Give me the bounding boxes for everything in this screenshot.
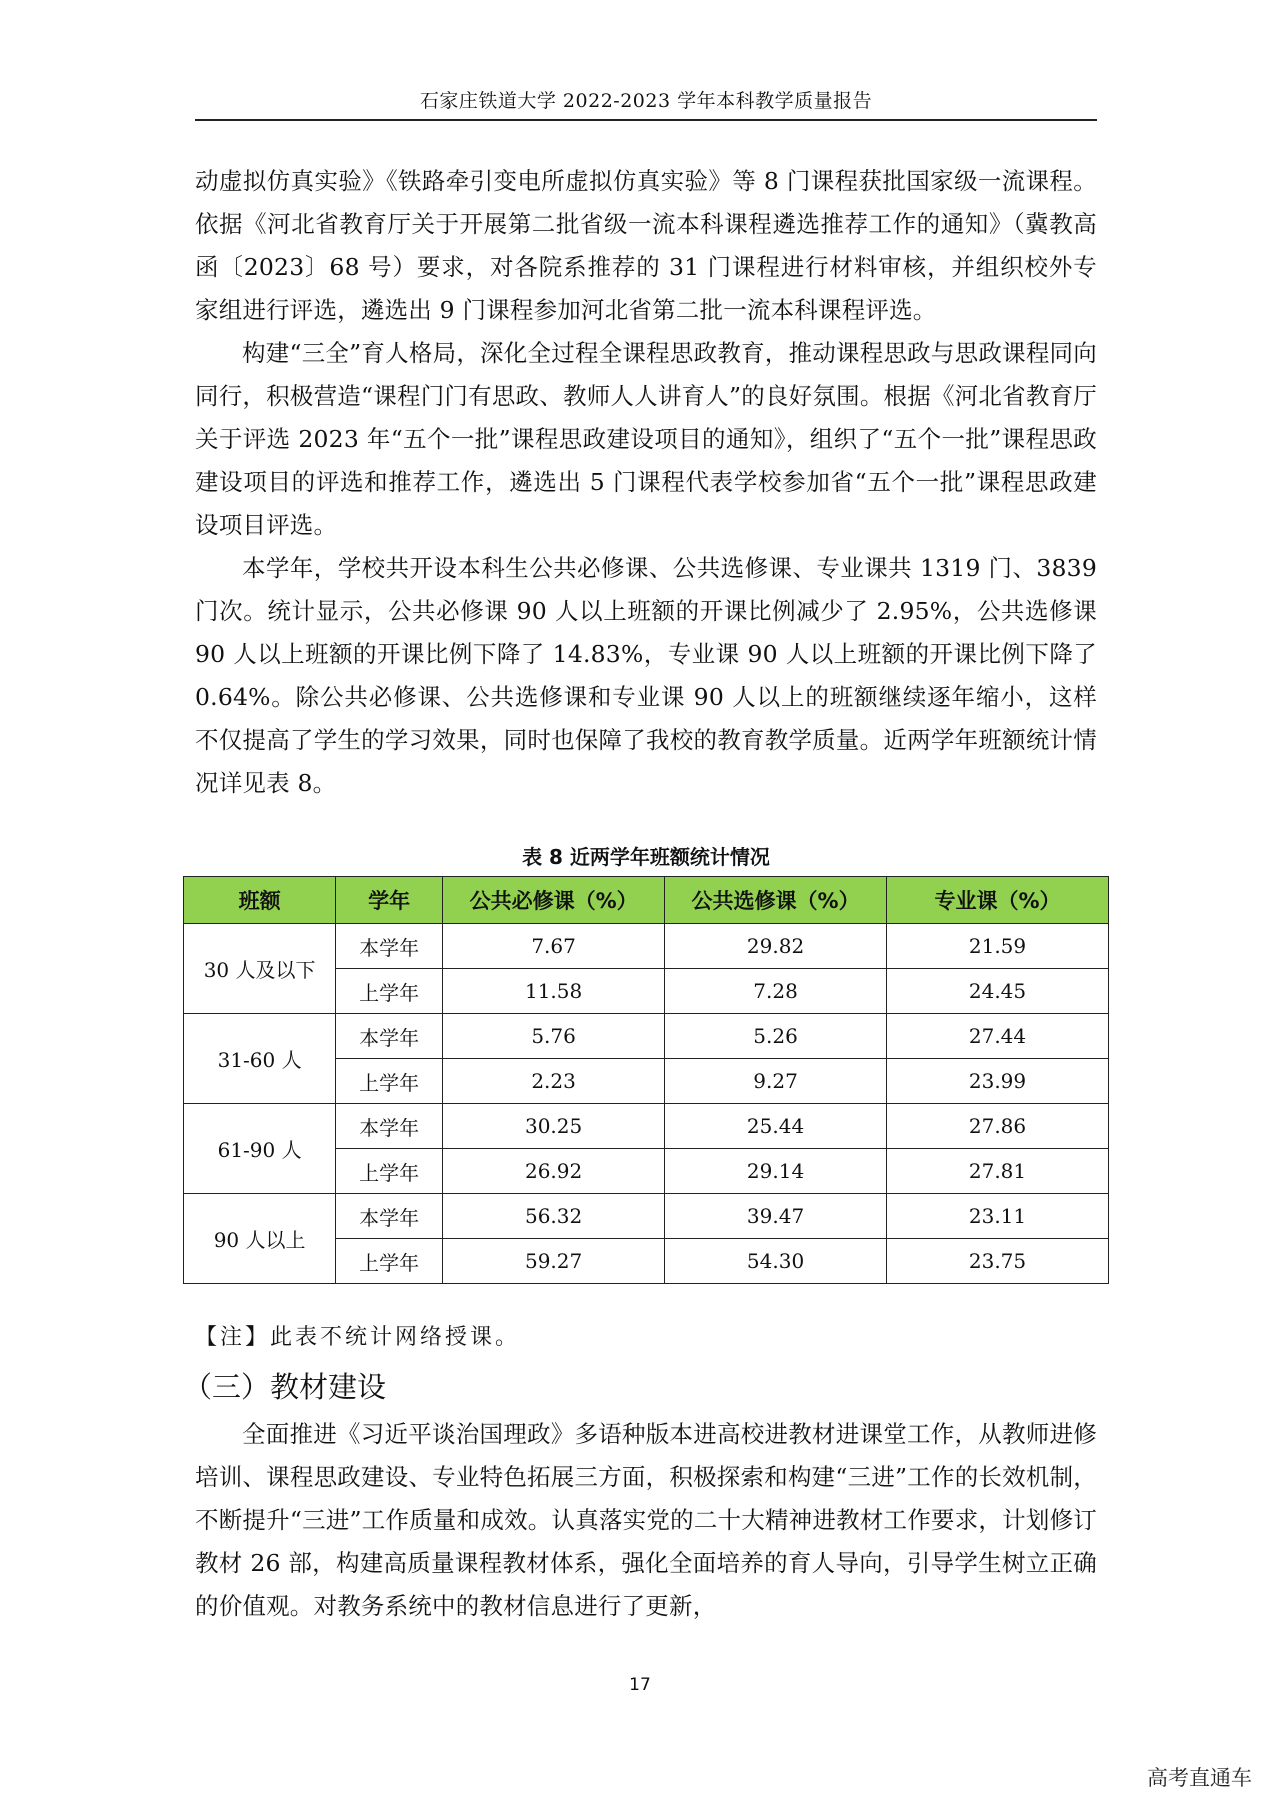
table-header-row <box>184 877 1109 924</box>
table-note: 【注】此表不统计网络授课。 <box>195 1325 521 1350</box>
header-class-size: 班额 <box>184 877 336 924</box>
group-label: 61-90 人 <box>184 1104 336 1194</box>
year-cell: 本学年 <box>336 1014 443 1059</box>
value-cell: 39.47 <box>665 1194 887 1239</box>
value-cell: 27.81 <box>887 1149 1109 1194</box>
year-cell: 本学年 <box>336 1194 443 1239</box>
section-paragraph: 全面推进《习近平谈治国理政》多语种版本进高校进教材进课堂工作，从教师进修培训、课程思政建设、专业特色拓展三方面，积极探索和构建“三进”工作的长效机制，不断提升“三进”工作质量和成效。认真落实党的二十大精神进教材工作要求，计划修订教材 26 部，构建高质量课程教材体系，强化全面培养的育人导向，引导学生树立正确的价值观。对教务系统中的教材信息进行了更新， <box>195 1420 1097 1620</box>
year-cell: 本学年 <box>336 924 443 969</box>
value-cell: 29.82 <box>665 924 887 969</box>
header-year: 学年 <box>336 877 443 924</box>
paragraph-1: 动虚拟仿真实验》《铁路牵引变电所虚拟仿真实验》等 8 门课程获批国家级一流课程。依据《河北省教育厅关于开展第二批省级一流本科课程遴选推荐工作的通知》（冀教高函〔2023〕68 号）要求，对各院系推荐的 31 门课程进行材料审核，并组织校外专家组进行评选，遴选出 9 门课程参加河北省第二批一流本科课程评选。 <box>195 167 1097 324</box>
value-cell: 26.92 <box>443 1149 665 1194</box>
value-cell: 23.75 <box>887 1239 1109 1284</box>
value-cell: 7.67 <box>443 924 665 969</box>
table-caption: 表 8 近两学年班额统计情况 <box>522 845 770 869</box>
page-content <box>183 160 1097 1628</box>
page-header: 石家庄铁道大学 2022-2023 学年本科教学质量报告 <box>419 90 873 112</box>
year-cell: 上学年 <box>336 1239 443 1284</box>
header-public-required: 公共必修课（%） <box>443 877 665 924</box>
value-cell: 9.27 <box>665 1059 887 1104</box>
year-cell: 本学年 <box>336 1104 443 1149</box>
table-row <box>184 924 1109 969</box>
table-row <box>184 1104 1109 1149</box>
group-label: 90 人以上 <box>184 1194 336 1284</box>
value-cell: 56.32 <box>443 1194 665 1239</box>
value-cell: 24.45 <box>887 969 1109 1014</box>
year-cell: 上学年 <box>336 969 443 1014</box>
value-cell: 54.30 <box>665 1239 887 1284</box>
value-cell: 25.44 <box>665 1104 887 1149</box>
table-row <box>184 1014 1109 1059</box>
section-title: （三）教材建设 <box>183 1370 387 1404</box>
value-cell: 7.28 <box>665 969 887 1014</box>
value-cell: 23.99 <box>887 1059 1109 1104</box>
watermark-text: 高考直通车 <box>1147 1766 1252 1790</box>
group-label: 30 人及以下 <box>184 924 336 1014</box>
value-cell: 23.11 <box>887 1194 1109 1239</box>
paragraph-3: 本学年，学校共开设本科生公共必修课、公共选修课、专业课共 1319 门、3839 门次。统计显示，公共必修课 90 人以上班额的开课比例减少了 2.95%，公共选修课 90 人以上班额的开课比例下降了 14.83%，专业课 90 人以上班额的开课比例下降了 0.64%。除公共必修课、公共选修课和专业课 90 人以上的班额继续逐年缩小，这样不仅提高了学生的学习效果，同时也保障了我校的教育教学质量。近两学年班额统计情况详见表 8。 <box>195 554 1097 797</box>
value-cell: 2.23 <box>443 1059 665 1104</box>
year-cell: 上学年 <box>336 1149 443 1194</box>
page-number: 17 <box>629 1675 651 1695</box>
header-public-elective: 公共选修课（%） <box>665 877 887 924</box>
paragraph-2: 构建“三全”育人格局，深化全过程全课程思政教育，推动课程思政与思政课程同向同行，积极营造“课程门门有思政、教师人人讲育人”的良好氛围。根据《河北省教育厅关于评选 2023 年“五个一批”课程思政建设项目的通知》，组织了“五个一批”课程思政建设项目的评选和推荐工作，遴选出 5 门课程代表学校参加省“五个一批”课程思政建设项目评选。 <box>195 339 1097 539</box>
value-cell: 5.26 <box>665 1014 887 1059</box>
value-cell: 21.59 <box>887 924 1109 969</box>
header-major: 专业课（%） <box>887 877 1109 924</box>
class-size-table <box>183 876 1109 1284</box>
value-cell: 30.25 <box>443 1104 665 1149</box>
value-cell: 59.27 <box>443 1239 665 1284</box>
value-cell: 29.14 <box>665 1149 887 1194</box>
table-row <box>184 1194 1109 1239</box>
value-cell: 27.86 <box>887 1104 1109 1149</box>
value-cell: 11.58 <box>443 969 665 1014</box>
group-label: 31-60 人 <box>184 1014 336 1104</box>
value-cell: 5.76 <box>443 1014 665 1059</box>
header-rule <box>195 119 1097 121</box>
year-cell: 上学年 <box>336 1059 443 1104</box>
value-cell: 27.44 <box>887 1014 1109 1059</box>
